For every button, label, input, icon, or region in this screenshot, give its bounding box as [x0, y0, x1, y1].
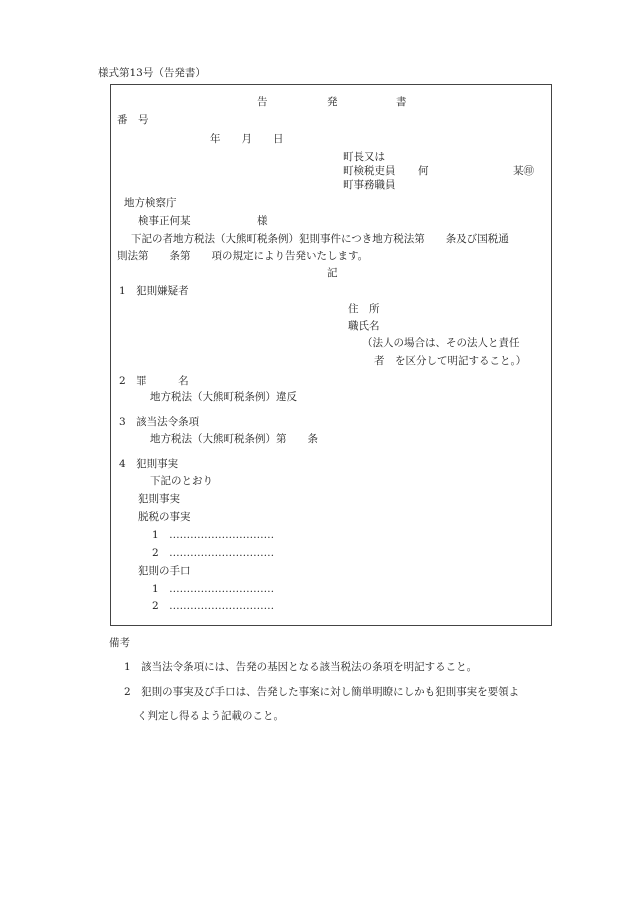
issuer-line-2: 町検税吏員 [343, 165, 396, 177]
body-line-1: 下記の者地方税法（大熊町税条例）犯則事件につき地方税法第 条及び国税通 [131, 233, 509, 245]
method-item-2: 2 ………………………… [152, 600, 275, 612]
section-4-below: 下記のとおり [150, 475, 213, 487]
body-line-2: 則法第 条第 項の規定により告発いたします。 [117, 250, 369, 262]
suspect-note-line-1: （法人の場合は、その法人と責任 [362, 337, 520, 349]
method-heading: 犯則の手口 [138, 565, 191, 577]
section-1-heading: 1 犯則嫌疑者 [119, 285, 189, 297]
method-item-1: 1 ………………………… [152, 583, 275, 595]
issuer-name-placeholder: 何 [418, 165, 429, 177]
remarks-heading: 備考 [109, 637, 130, 649]
title-char-3: 書 [396, 96, 407, 108]
number-label: 番 号 [117, 114, 149, 126]
ki-heading: 記 [327, 267, 338, 279]
section-4-facts: 犯則事実 [138, 493, 180, 505]
section-3-content: 地方税法（大熊町税条例）第 条 [150, 433, 318, 445]
remarks-item-2-line-1: 2 犯則の事実及び手口は、告発した事案に対し簡単明瞭にしかも犯則事実を要領よ [124, 686, 520, 698]
title-char-2: 発 [327, 96, 338, 108]
date-line: 年 月 日 [210, 133, 284, 145]
addressee-person: 検事正何某 [138, 215, 191, 227]
suspect-note-line-2: 者 を区分して明記すること。） [374, 355, 527, 367]
evasion-item-1: 1 ………………………… [152, 529, 275, 541]
section-2-content: 地方税法（大熊町税条例）違反 [150, 391, 297, 403]
remarks-item-1: 1 該当法令条項には、告発の基因となる該当税法の条項を明記すること。 [124, 661, 478, 673]
title-char-1: 告 [257, 96, 268, 108]
evasion-item-2: 2 ………………………… [152, 547, 275, 559]
addressee-honorific: 様 [257, 215, 268, 227]
section-4-heading: 4 犯則事実 [119, 458, 179, 470]
suspect-name-label: 職氏名 [348, 320, 380, 332]
issuer-line-3: 町事務職員 [343, 179, 396, 191]
section-3-heading: 3 該当法令条項 [119, 416, 200, 428]
suspect-address-label: 住 所 [348, 303, 380, 315]
evasion-heading: 脱税の事実 [138, 511, 191, 523]
remarks-item-2-line-2: く判定し得るよう記載のこと。 [137, 710, 284, 722]
addressee-office: 地方検察庁 [124, 197, 177, 209]
section-2-heading: 2 罪 名 [119, 375, 189, 387]
issuer-name-seal: 某㊞ [513, 165, 534, 177]
form-label: 様式第13号（告発書） [98, 67, 206, 79]
issuer-line-1: 町長又は [343, 151, 385, 163]
